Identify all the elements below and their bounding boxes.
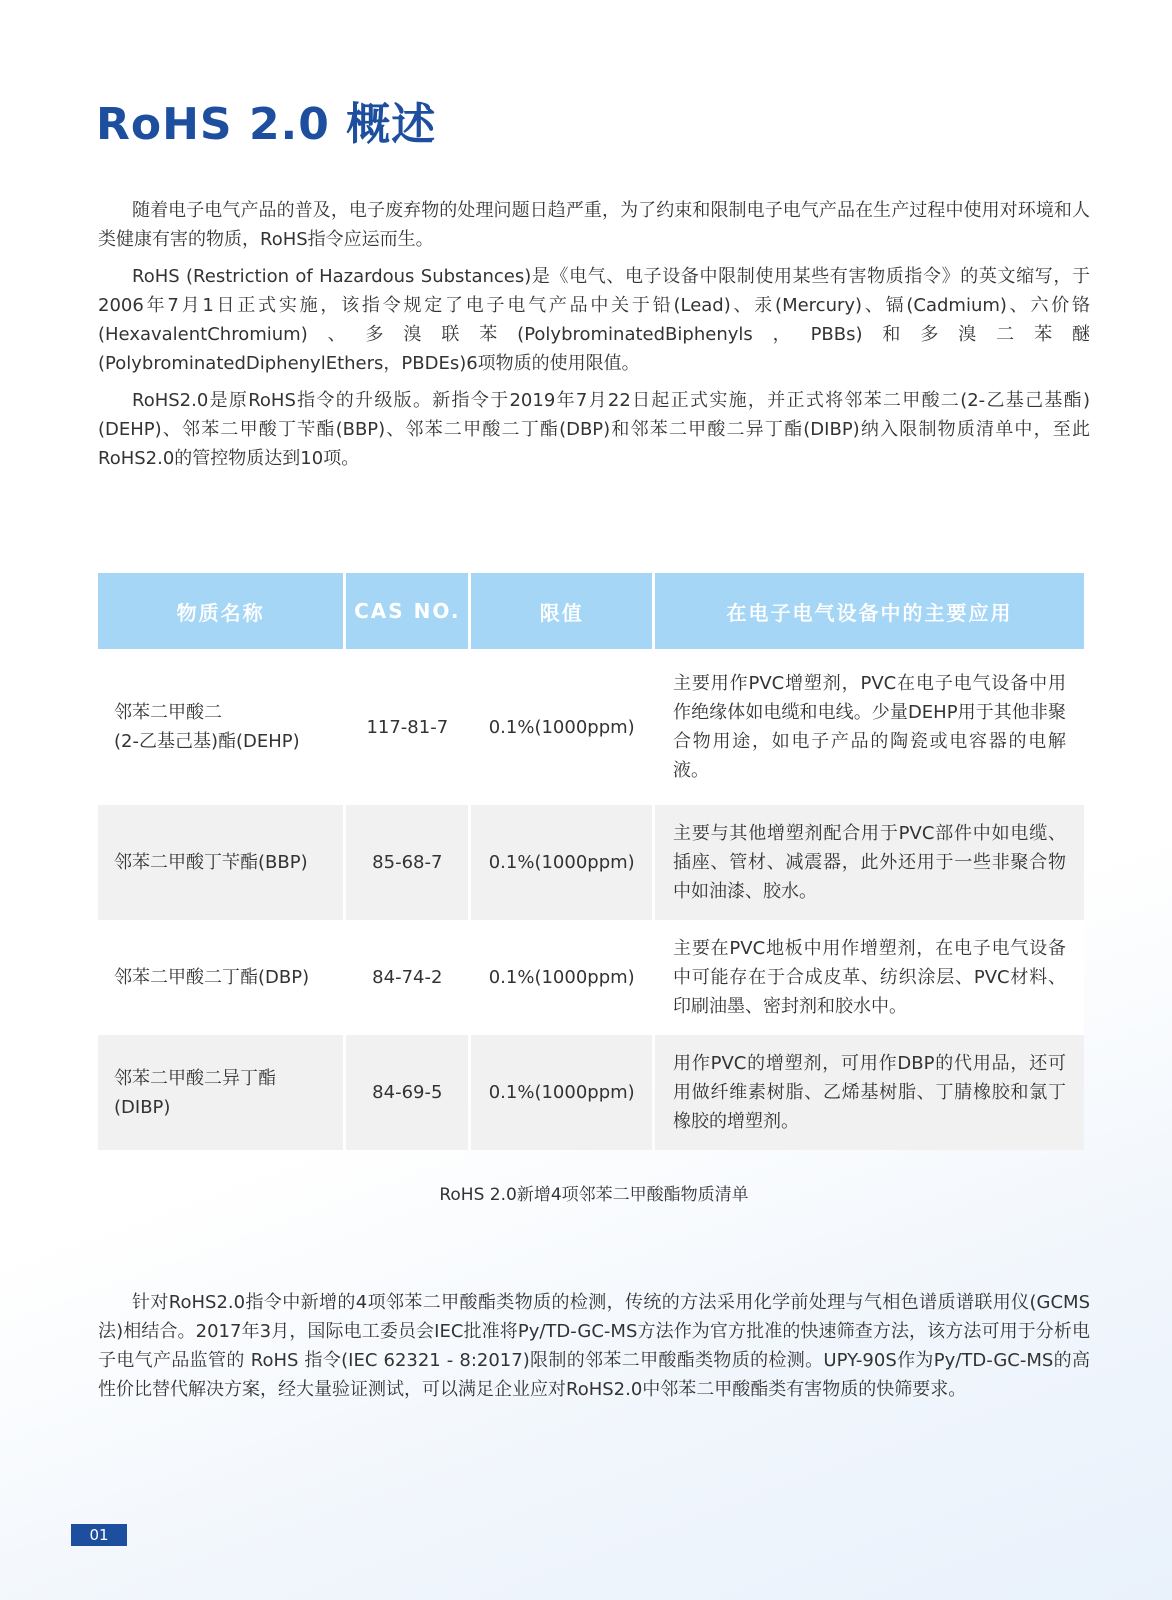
outro-paragraph: 针对RoHS2.0指令中新增的4项邻苯二甲酸酯类物质的检测，传统的方法采用化学前处理与气相色谱质谱联用仪(GCMS法)相结合。2017年3月，国际电工委员会IEC批准将Py/TD-GC-MS方法作为官方批准的快速筛查方法，该方法可用于分析电子电气产品监管的 RoHS 指令(IEC 62321 - 8:2017)限制的邻苯二甲酸酯类物质的检测。UPY-90S作为Py/TD-GC-MS的高性价比替代解决方案，经大量验证测试，可以满足企业应对RoHS2.0中邻苯二甲酸酯类有害物质的快筛要求。 [98, 1292, 1090, 1400]
application-text: 用作PVC的增塑剂，可用作DBP的代用品，还可用做纤维素树脂、乙烯基树脂、丁腈橡胶和氯丁橡胶的增塑剂。 [655, 1035, 1084, 1150]
cas-number: 84-74-2 [346, 920, 468, 1035]
header-cas-no: CAS NO. [346, 573, 468, 649]
substance-name-cell [98, 1035, 343, 1150]
header-substance-name: 物质名称 [98, 573, 343, 649]
substance-name: 邻苯二甲酸二丁酯(DBP) [114, 967, 310, 988]
table-row [98, 805, 1084, 920]
cas-number: 117-81-7 [346, 649, 468, 805]
substance-name-cell [98, 805, 343, 920]
table-row [98, 649, 1084, 805]
substance-name: 邻苯二甲酸二异丁酯 [114, 1067, 276, 1089]
substance-name-cell [98, 920, 343, 1035]
limit-value: 0.1%(1000ppm) [471, 649, 652, 805]
limit-value: 0.1%(1000ppm) [471, 920, 652, 1035]
application-text: 主要用作PVC增塑剂，PVC在电子电气设备中用作绝缘体如电缆和电线。少量DEHP用于其他非聚合物用途，如电子产品的陶瓷或电容器的电解液。 [655, 649, 1084, 805]
application-text: 主要在PVC地板中用作增塑剂，在电子电气设备中可能存在于合成皮革、纺织涂层、PVC材料、印刷油墨、密封剂和胶水中。 [655, 920, 1084, 1035]
page-number: 01 [71, 1524, 127, 1546]
substance-name-suffix: (2-乙基己基)酯(DEHP) [114, 731, 300, 752]
intro-section [98, 196, 1090, 481]
intro-paragraph: RoHS (Restriction of Hazardous Substances)是《电气、电子设备中限制使用某些有害物质指令》的英文缩写，于2006年7月1日正式实施，该指令规定了电子电气产品中关于铅(Lead)、汞(Mercury)、镉(Cadmium)、六价铬(HexavalentChromium)、多溴联苯(PolybrominatedBiphenyls，PBBs)和多溴二苯醚(PolybrominatedDiphenylEthers，PBDEs)6项物质的使用限值。 [98, 266, 1090, 374]
cas-number: 85-68-7 [346, 805, 468, 920]
header-main-application: 在电子电气设备中的主要应用 [655, 573, 1084, 649]
substance-table [95, 573, 1087, 1150]
substance-name: 邻苯二甲酸二 [114, 702, 222, 723]
cas-number: 84-69-5 [346, 1035, 468, 1150]
intro-paragraph: 随着电子电气产品的普及，电子废弃物的处理问题日趋严重，为了约束和限制电子电气产品在生产过程中使用对环境和人类健康有害的物质，RoHS指令应运而生。 [98, 200, 1090, 250]
table-row [98, 920, 1084, 1035]
header-limit: 限值 [471, 573, 652, 649]
limit-value: 0.1%(1000ppm) [471, 805, 652, 920]
outro-section [98, 1288, 1090, 1412]
table-header-row [98, 573, 1084, 649]
substance-name: 邻苯二甲酸丁苄酯(BBP) [114, 852, 308, 873]
limit-value: 0.1%(1000ppm) [471, 1035, 652, 1150]
intro-paragraph: RoHS2.0是原RoHS指令的升级版。新指令于2019年7月22日起正式实施，并正式将邻苯二甲酸二(2-乙基己基酯)(DEHP)、邻苯二甲酸丁苄酯(BBP)、邻苯二甲酸二丁酯(DBP)和邻苯二甲酸二异丁酯(DIBP)纳入限制物质清单中，至此RoHS2.0的管控物质达到10项。 [98, 390, 1090, 469]
table-row [98, 1035, 1084, 1150]
application-text: 主要与其他增塑剂配合用于PVC部件中如电缆、插座、管材、减震器，此外还用于一些非聚合物中如油漆、胶水。 [655, 805, 1084, 920]
substance-name-suffix: (DIBP) [114, 1096, 171, 1118]
page-title: RoHS 2.0 概述 [96, 99, 437, 150]
substance-name-cell [98, 649, 343, 805]
table-caption: RoHS 2.0新增4项邻苯二甲酸酯物质清单 [439, 1185, 749, 1205]
